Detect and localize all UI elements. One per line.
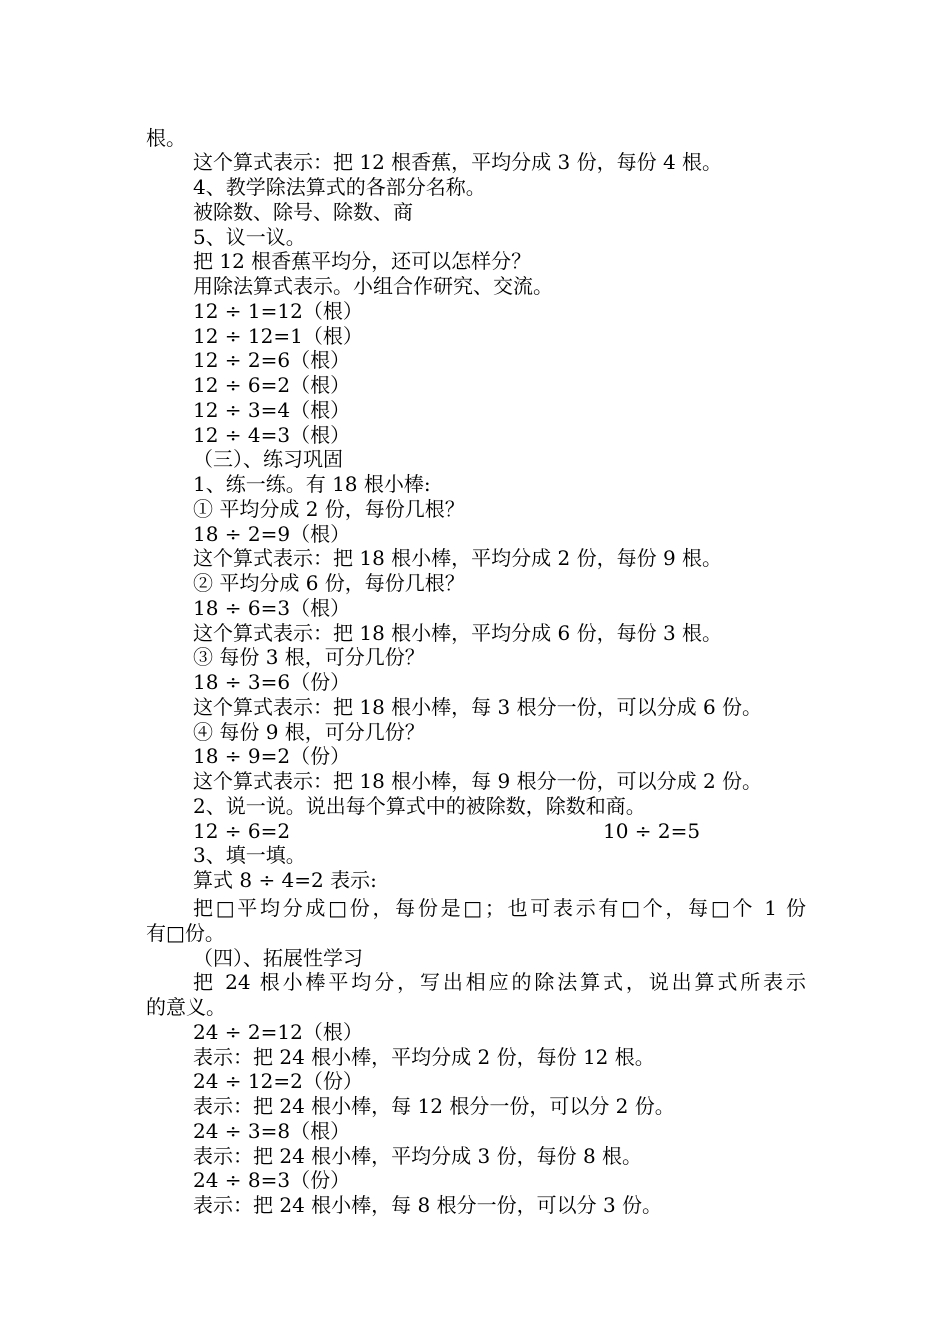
equation-line: 12 ÷ 1=12（根）	[193, 299, 363, 323]
equation-left: 12 ÷ 6=2	[193, 819, 291, 843]
text-line: 2、说一说。说出每个算式中的被除数，除数和商。	[193, 794, 646, 818]
equation-line: 24 ÷ 3=8（根）	[193, 1119, 351, 1143]
text-line: 根。	[146, 126, 186, 150]
section-heading: （三）、练习巩固	[193, 447, 343, 471]
equation-right: 10 ÷ 2=5	[603, 819, 701, 843]
text-line: ① 平均分成 2 份，每份几根？	[193, 497, 465, 521]
equation-line: 18 ÷ 6=3（根）	[193, 596, 351, 620]
text-line: 表示：把 24 根小棒，平均分成 2 份，每份 12 根。	[193, 1045, 655, 1069]
equation-line: 18 ÷ 9=2（份）	[193, 744, 351, 768]
equation-row	[193, 819, 701, 844]
text-line: 把 12 根香蕉平均分，还可以怎样分？	[193, 249, 532, 273]
text-line: 这个算式表示：把 18 根小棒，每 3 根分一份，可以分成 6 份。	[193, 695, 763, 719]
text-line: 这个算式表示：把 18 根小棒，每 9 根分一份，可以分成 2 份。	[193, 769, 763, 793]
text-line: 这个算式表示：把 18 根小棒，平均分成 2 份，每份 9 根。	[193, 546, 723, 570]
text-line: ④ 每份 9 根，可分几份？	[193, 720, 425, 744]
equation-line: 18 ÷ 3=6（份）	[193, 670, 351, 694]
text-line: 用除法算式表示。小组合作研究、交流。	[193, 274, 553, 298]
text-line: 3、填一填。	[193, 843, 306, 867]
text-line: 1、练一练。有 18 根小棒:	[193, 472, 431, 496]
text-line: 的意义。	[146, 995, 226, 1019]
equation-line: 24 ÷ 12=2（份）	[193, 1069, 363, 1093]
text-line: 表示：把 24 根小棒，平均分成 3 份，每份 8 根。	[193, 1144, 643, 1168]
equation-line: 24 ÷ 2=12（根）	[193, 1020, 363, 1044]
section-heading: （四）、拓展性学习	[193, 946, 363, 970]
text-line: 有□份。	[146, 921, 225, 945]
equation-line: 12 ÷ 6=2（根）	[193, 373, 351, 397]
text-line: ② 平均分成 6 份，每份几根？	[193, 571, 465, 595]
text-line: 4、教学除法算式的各部分名称。	[193, 175, 486, 199]
text-line: 表示：把 24 根小棒，每 8 根分一份，可以分 3 份。	[193, 1193, 663, 1217]
text-line: 这个算式表示：把 18 根小棒，平均分成 6 份，每份 3 根。	[193, 621, 723, 645]
text-line: 把□平均分成□份，每份是□；也可表示有□个，每□个 1 份	[193, 896, 806, 920]
text-line: 把 24 根小棒平均分，写出相应的除法算式，说出算式所表示	[193, 970, 806, 994]
text-line: 被除数、除号、除数、商	[193, 200, 413, 224]
equation-line: 12 ÷ 2=6（根）	[193, 348, 351, 372]
equation-line: 18 ÷ 2=9（根）	[193, 522, 351, 546]
equation-line: 12 ÷ 4=3（根）	[193, 423, 351, 447]
text-line: 这个算式表示：把 12 根香蕉，平均分成 3 份，每份 4 根。	[193, 150, 723, 174]
text-line: 算式 8 ÷ 4=2 表示:	[193, 868, 377, 892]
text-line: 5、议一议。	[193, 225, 306, 249]
equation-line: 12 ÷ 12=1（根）	[193, 324, 363, 348]
equation-line: 24 ÷ 8=3（份）	[193, 1168, 351, 1192]
text-line: 表示：把 24 根小棒，每 12 根分一份，可以分 2 份。	[193, 1094, 675, 1118]
text-line: ③ 每份 3 根，可分几份？	[193, 645, 425, 669]
equation-line: 12 ÷ 3=4（根）	[193, 398, 351, 422]
